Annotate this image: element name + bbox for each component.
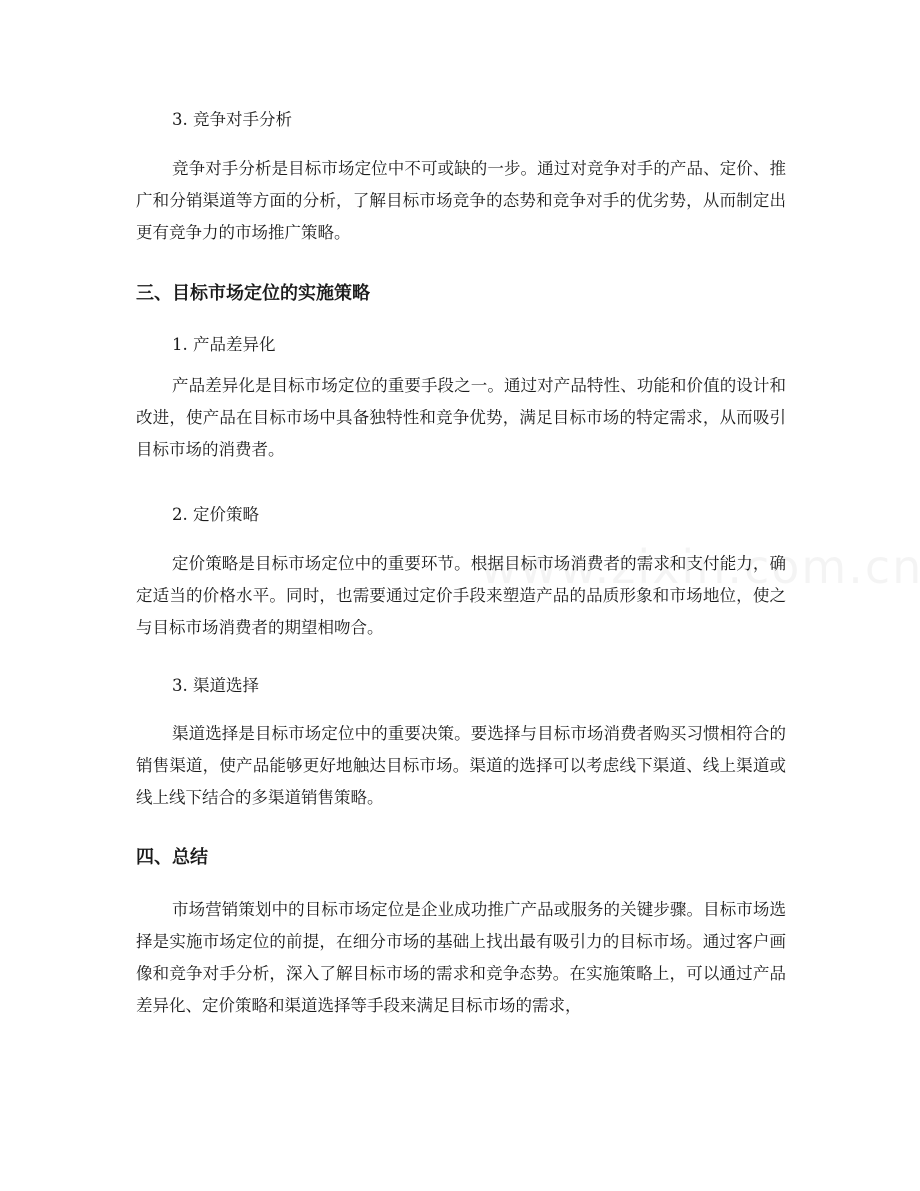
- strategy-heading: 三、目标市场定位的实施策略: [136, 283, 370, 304]
- channel-paragraph: 渠道选择是目标市场定位中的重要决策。要选择与目标市场消费者购买习惯相符合的销售渠道，使产品能够更好地触达目标市场。渠道的选择可以考虑线下渠道、线上渠道或线上线下结合的多渠道销售策略。: [136, 724, 786, 807]
- summary-paragraph: 市场营销策划中的目标市场定位是企业成功推广产品或服务的关键步骤。目标市场选择是实施市场定位的前提，在细分市场的基础上找出最有吸引力的目标市场。通过客户画像和竞争对手分析，深入了解目标市场的需求和竞争态势。在实施策略上，可以通过产品差异化、定价策略和渠道选择等手段来满足目标市场的需求，: [136, 900, 786, 1015]
- product-diff-subheading: 1. 产品差异化: [172, 335, 276, 354]
- summary-heading: 四、总结: [136, 847, 208, 868]
- pricing-paragraph: 定价策略是目标市场定位中的重要环节。根据目标市场消费者的需求和支付能力，确定适当的价格水平。同时，也需要通过定价手段来塑造产品的品质形象和市场地位，使之与目标市场消费者的期望相吻合。: [136, 554, 786, 637]
- competitor-subheading: 3. 竞争对手分析: [172, 110, 292, 129]
- summary-heading-block: [136, 845, 786, 871]
- summary-paragraph-block: [136, 894, 786, 1022]
- channel-subheading: 3. 渠道选择: [172, 676, 259, 695]
- product-diff-paragraph-block: [136, 370, 786, 466]
- channel-subheading-block: [136, 674, 786, 698]
- pricing-subheading: 2. 定价策略: [172, 505, 259, 524]
- pricing-subheading-block: [136, 503, 786, 527]
- product-diff-subheading-block: [136, 333, 786, 357]
- competitor-subheading-block: [136, 108, 786, 132]
- strategy-heading-block: [136, 281, 786, 307]
- channel-paragraph-block: [136, 718, 786, 814]
- competitor-paragraph-block: [136, 153, 786, 249]
- product-diff-paragraph: 产品差异化是目标市场定位的重要手段之一。通过对产品特性、功能和价值的设计和改进，使产品在目标市场中具备独特性和竞争优势，满足目标市场的特定需求，从而吸引目标市场的消费者。: [136, 376, 786, 459]
- competitor-paragraph: 竞争对手分析是目标市场定位中不可或缺的一步。通过对竞争对手的产品、定价、推广和分销渠道等方面的分析，了解目标市场竞争的态势和竞争对手的优劣势，从而制定出更有竞争力的市场推广策略。: [136, 159, 786, 242]
- pricing-paragraph-block: [136, 548, 786, 644]
